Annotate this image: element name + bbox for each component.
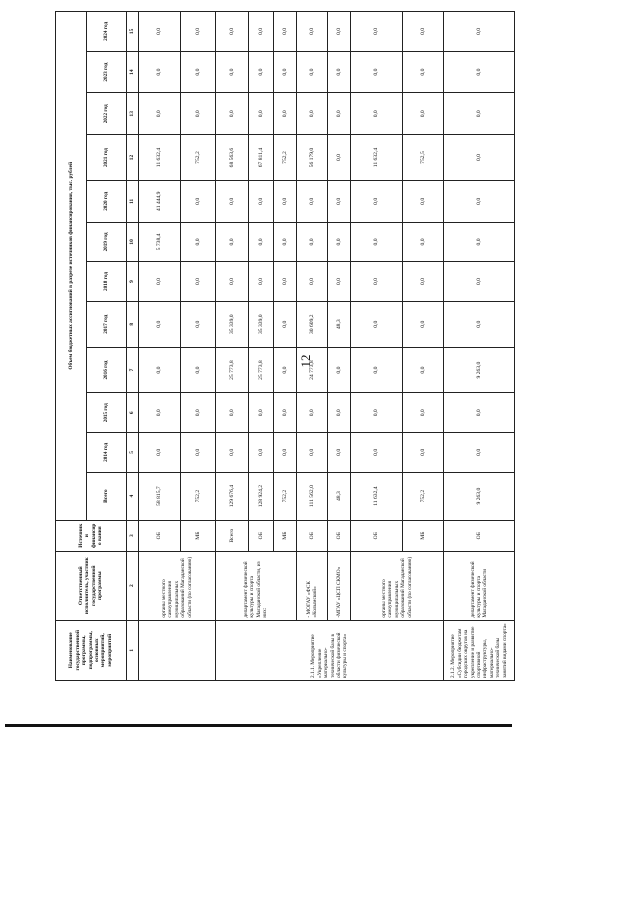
year-value-cell: 0,0 [328,433,351,473]
table-row [215,12,248,681]
total-cell: 58 815,7 [139,472,181,520]
table-row [350,12,402,681]
year-value-cell: 0,0 [350,93,402,135]
header-year: 2020 год [87,180,126,222]
header-responsible: Ответственный исполнитель, участник государственной программы [56,551,127,620]
year-value-cell: 0,0 [139,347,181,393]
year-value-cell: 0,0 [139,51,181,93]
year-value-cell: 24 773,8 [296,347,327,393]
year-value-cell: 0,0 [249,51,274,93]
year-value-cell: 0,0 [350,180,402,222]
source-cell: МБ [402,520,444,551]
year-value-cell: 0,0 [274,12,297,52]
year-value-cell: 0,0 [215,222,248,262]
year-value-cell: 0,0 [350,12,402,52]
year-value-cell: 0,0 [350,301,402,347]
year-value-cell: 0,0 [274,393,297,433]
year-value-cell: 0,0 [296,222,327,262]
table-row [328,12,351,681]
source-cell: ОБ [350,520,402,551]
year-value-cell: 0,0 [402,433,444,473]
year-value-cell: 0,0 [402,93,444,135]
year-value-cell: 0,0 [444,12,515,52]
year-value-cell: 0,0 [274,262,297,302]
year-value-cell: 0,0 [350,433,402,473]
year-value-cell: 0,0 [444,51,515,93]
year-value-cell: 0,0 [444,301,515,347]
year-value-cell: 0,0 [249,222,274,262]
year-value-cell: 0,0 [296,393,327,433]
year-value-cell: 0,0 [402,347,444,393]
year-value-cell: 0,0 [215,12,248,52]
divider-line [5,724,512,727]
year-value-cell: 0,0 [328,93,351,135]
year-value-cell: 0,0 [180,12,215,52]
source-cell: ОБ [328,520,351,551]
year-value-cell: 9 263,0 [444,347,515,393]
year-value-cell: 0,0 [180,180,215,222]
year-value-cell: 0,0 [296,180,327,222]
column-number: 13 [126,93,138,135]
year-value-cell: 0,0 [274,301,297,347]
year-value-cell: 0,0 [328,262,351,302]
year-value-cell: 0,0 [444,93,515,135]
year-value-cell: 0,0 [215,51,248,93]
total-cell: 48,3 [328,472,351,520]
year-value-cell: 0,0 [350,393,402,433]
responsible-cell: департамент физической культуры и спорта Магаданской области, из них: [215,551,296,620]
year-value-cell: 0,0 [274,51,297,93]
year-value-cell: 0,0 [215,393,248,433]
source-cell: ОБ [249,520,274,551]
year-value-cell: 0,0 [328,180,351,222]
year-value-cell: 0,0 [215,180,248,222]
year-value-cell: 0,0 [402,393,444,433]
year-value-cell: 0,0 [444,222,515,262]
year-value-cell: 67 811,4 [249,135,274,181]
column-number: 5 [126,433,138,473]
column-number: 15 [126,12,138,52]
source-cell: ОБ [139,520,181,551]
year-value-cell: 0,0 [296,262,327,302]
year-value-cell: 0,0 [215,262,248,302]
program-name-cell: 2.1.1. Мероприятие «Укрепление материально-технической базы в области физической культуры и спорта» [215,620,443,680]
header-total: Всего [87,472,126,520]
table-row [139,12,181,681]
column-number: 6 [126,393,138,433]
year-value-cell: 0,0 [249,180,274,222]
header-year: 2018 год [87,262,126,302]
year-value-cell: 0,0 [180,262,215,302]
header-year: 2014 год [87,433,126,473]
header-volume: Объем бюджетных ассигнований в разрезе источников финансирования, тыс. рублей [56,12,87,521]
year-value-cell: 0,0 [350,51,402,93]
rotated-table-container [55,11,515,681]
column-number: 3 [126,520,138,551]
year-value-cell: 11 632,4 [350,135,402,181]
year-value-cell: 0,0 [402,180,444,222]
source-cell: МБ [274,520,297,551]
column-number: 7 [126,347,138,393]
header-year: 2015 год [87,393,126,433]
year-value-cell: 0,0 [215,433,248,473]
year-value-cell: 0,0 [444,135,515,181]
year-value-cell: 0,0 [139,12,181,52]
year-value-cell: 0,0 [296,12,327,52]
year-value-cell: 0,0 [180,222,215,262]
total-cell: 11 632,4 [350,472,402,520]
year-value-cell: 0,0 [328,347,351,393]
column-number: 14 [126,51,138,93]
year-value-cell: 30 609,2 [296,301,327,347]
total-cell: 128 924,2 [249,472,274,520]
year-value-cell: 752,2 [274,135,297,181]
header-year: 2024 год [87,12,126,52]
year-value-cell: 0,0 [328,135,351,181]
total-cell: 752,2 [274,472,297,520]
total-cell: 752,2 [180,472,215,520]
year-value-cell: 25 773,8 [215,347,248,393]
year-value-cell: 35 339,0 [249,301,274,347]
page-number: 12 [298,354,313,368]
year-value-cell: 0,0 [402,222,444,262]
responsible-cell: органы местного самоуправления муниципальных образований Магаданской области (по согласованию) [350,551,443,620]
header-year: 2017 год [87,301,126,347]
year-value-cell: 0,0 [180,51,215,93]
responsible-cell: - МОГАУ «ФСК «Колымский» [296,551,327,620]
responsible-cell: -МГАУ «ЦСП СКМО» [328,551,351,620]
header-year: 2022 год [87,93,126,135]
year-value-cell: 41 444,9 [139,180,181,222]
column-number: 12 [126,135,138,181]
year-value-cell: 0,0 [249,12,274,52]
year-value-cell: 0,0 [249,433,274,473]
year-value-cell: 25 773,8 [249,347,274,393]
year-value-cell: 0,0 [444,433,515,473]
year-value-cell: 11 632,4 [139,135,181,181]
year-value-cell: 0,0 [180,93,215,135]
year-value-cell: 0,0 [139,93,181,135]
table-body [139,12,515,681]
year-value-cell: 752,5 [402,135,444,181]
header-source: Источники финансиро вания [56,520,127,551]
year-value-cell: 752,2 [180,135,215,181]
year-value-cell: 0,0 [139,301,181,347]
year-value-cell: 0,0 [180,433,215,473]
column-number: 4 [126,472,138,520]
header-year: 2021 год [87,135,126,181]
table-row [444,12,515,681]
year-value-cell: 0,0 [296,93,327,135]
year-value-cell: 0,0 [274,347,297,393]
table-row [296,12,327,681]
source-cell: МБ [180,520,215,551]
year-value-cell: 0,0 [180,301,215,347]
year-value-cell: 0,0 [402,12,444,52]
column-number: 10 [126,222,138,262]
year-value-cell: 56 179,0 [296,135,327,181]
year-value-cell: 0,0 [402,262,444,302]
year-value-cell: 0,0 [350,347,402,393]
year-value-cell: 5 738,4 [139,222,181,262]
year-value-cell: 0,0 [444,393,515,433]
year-value-cell: 0,0 [402,51,444,93]
responsible-cell: департамент физической культуры и спорта Магаданской области [444,551,515,620]
year-value-cell: 0,0 [180,393,215,433]
total-cell: 752,2 [402,472,444,520]
year-value-cell: 0,0 [139,433,181,473]
year-value-cell: 68 563,6 [215,135,248,181]
year-value-cell: 0,0 [274,433,297,473]
year-value-cell: 0,0 [328,51,351,93]
year-value-cell: 0,0 [444,262,515,302]
header-name: Наименование государственной программы, подпрограммы, основных мероприятий, мероприятий [56,620,127,680]
column-number: 11 [126,180,138,222]
total-cell: 129 676,4 [215,472,248,520]
header-year: 2016 год [87,347,126,393]
year-value-cell: 35 339,0 [215,301,248,347]
year-value-cell: 0,0 [328,222,351,262]
column-number: 2 [126,551,138,620]
year-value-cell: 0,0 [296,433,327,473]
year-value-cell: 0,0 [274,180,297,222]
year-value-cell: 48,3 [328,301,351,347]
year-value-cell: 0,0 [139,393,181,433]
year-value-cell: 0,0 [350,222,402,262]
year-value-cell: 0,0 [328,393,351,433]
source-cell: ОБ [296,520,327,551]
header-year: 2019 год [87,222,126,262]
program-name-cell: 2.1.2. Мероприятие «Субсидии бюджетам городских округов на укрепление и развитие спортивной инфраструктуры, материально-технической базы занятий видами спорта» [444,620,515,680]
year-value-cell: 0,0 [139,262,181,302]
source-cell: Всего [215,520,248,551]
year-value-cell: 0,0 [274,93,297,135]
year-value-cell: 0,0 [249,393,274,433]
year-value-cell: 0,0 [215,93,248,135]
column-number: 8 [126,301,138,347]
year-value-cell: 0,0 [249,93,274,135]
header-year: 2023 год [87,51,126,93]
total-cell: 9 263,0 [444,472,515,520]
year-value-cell: 0,0 [402,301,444,347]
year-value-cell: 0,0 [296,51,327,93]
year-value-cell: 0,0 [350,262,402,302]
year-value-cell: 0,0 [274,222,297,262]
source-cell: ОБ [444,520,515,551]
column-number: 1 [126,620,138,680]
year-value-cell: 0,0 [444,180,515,222]
year-value-cell: 0,0 [328,12,351,52]
budget-table [55,11,515,681]
responsible-cell: органы местного самоуправления муниципальных образований Магаданской области (по согласованию) [139,551,216,620]
year-value-cell: 0,0 [180,347,215,393]
column-number: 9 [126,262,138,302]
year-value-cell: 0,0 [249,262,274,302]
total-cell: 111 562,0 [296,472,327,520]
program-name-cell [139,620,216,680]
